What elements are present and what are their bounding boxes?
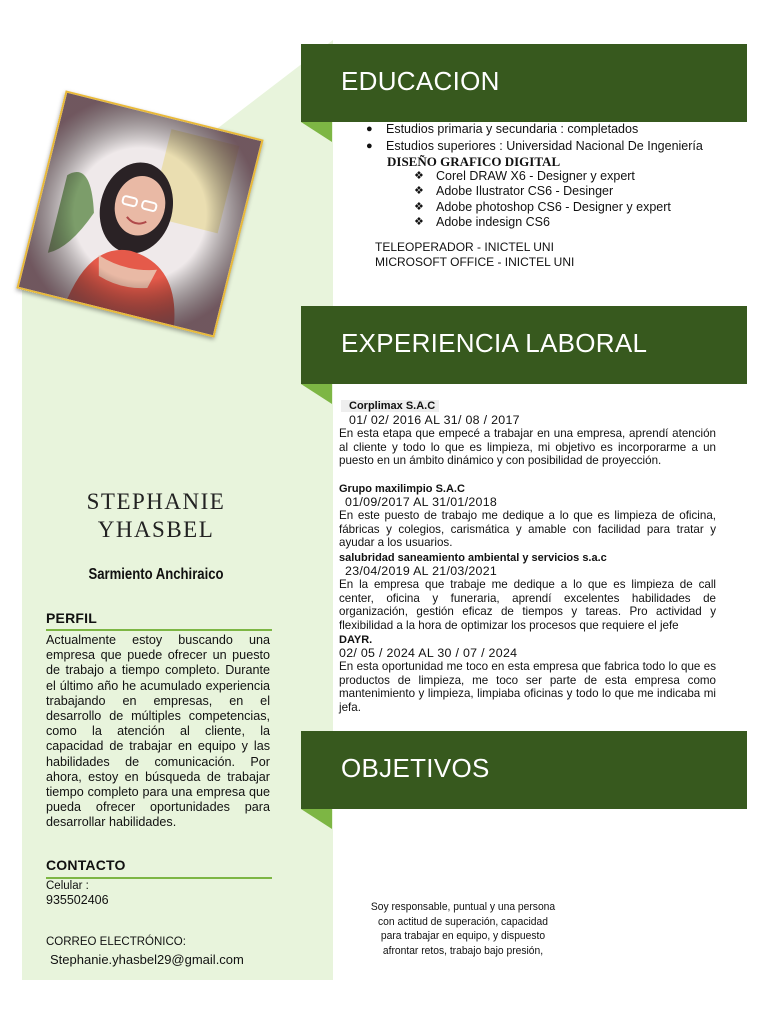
edu-specialty: DISEÑO GRAFICO DIGITAL [387,154,561,169]
contacto-title: CONTACTO [46,857,126,873]
candidate-name [40,488,272,544]
job-3-dates: 23/04/2019 AL 21/03/2021 [345,564,498,578]
contacto-divider [46,877,272,879]
job-2-company: Grupo maxilimpio S.A.C [339,483,465,495]
first-name-line1: STEPHANIE [86,489,226,514]
perfil-text: Actualmente estoy buscando una empresa que puede ofrecer un puesto de trabajo a tiempo completo. Durante el último año he acumulado experiencia trabajando en empresas, en el desarrollo de múltiples competencias, como la atención al cliente, la capacidad de trabajar en equipo y las habilidades de comunicación. Por ahora, estoy en búsqueda de trabajar tiempo completo para una empresa que pueda ofrecer oportunidades para desarrollar habilidades. [46,633,270,830]
surnames: Sarmiento Anchiraico [88,566,224,583]
experiencia-banner-tab [301,384,332,404]
objetivos-text: Soy responsable, puntual y una persona con actitud de superación, capacidad para trabajar en equipo, y dispuesto afrontar retos, trabajo bajo presión, [370,901,556,957]
job-3-description: En la empresa que trabaje me dedique a lo que es limpieza de call center, oficina y funeraria, aprendí excelentes habilidades de organización, gestión eficaz de tiempos y tareas. Pro actividad y flexibilidad a la hora de optimizar los procesos que requiere el jefe [339,578,716,632]
edu-item-2: Estudios superiores : Universidad Nacional De Ingeniería [386,139,703,153]
edu-extra-1: TELEOPERADOR - INICTEL UNI [375,240,554,254]
objetivos-title: OBJETIVOS [341,753,490,783]
celular-value: 935502406 [46,893,109,907]
job-4-dates: 02/ 05 / 2024 AL 30 / 07 / 2024 [339,646,518,660]
job-3-company: salubridad saneamiento ambiental y servicios s.a.c [339,552,607,564]
experiencia-title: EXPERIENCIA LABORAL [341,328,648,358]
four-diamond-icon: ❖ [414,201,424,213]
job-2-dates: 01/09/2017 AL 31/01/2018 [345,495,498,509]
first-name-line2: YHASBEL [97,517,215,542]
software-item-1: Corel DRAW X6 - Designer y expert [436,169,635,183]
correo-value: Stephanie.yhasbel29@gmail.com [50,952,244,967]
four-diamond-icon: ❖ [414,170,424,182]
job-1-dates: 01/ 02/ 2016 AL 31/ 08 / 2017 [349,413,520,427]
job-4-description: En esta oportunidad me toco en esta empresa que fabrica todo lo que es productos de limpieza, me toco ser parte de esta empresa como mantenimiento y limpieza, limpiaba oficinas y todo lo que me indicaba mi jefa. [339,660,716,714]
bullet-dot-icon: ● [366,123,373,135]
educacion-banner [301,44,747,122]
software-item-4: Adobe indesign CS6 [436,215,550,229]
objetivos-banner [301,731,747,809]
edu-item-1: Estudios primaria y secundaria : completados [386,122,639,136]
experiencia-banner [301,306,747,384]
perfil-title: PERFIL [46,610,97,626]
job-1-description: En esta etapa que empecé a trabajar en una empresa, aprendí atención al cliente y todo lo que es limpieza, mi objetivo es incorporarme a un puesto en un ámbito dinámico y con posibilidad de proyección. [339,427,716,468]
perfil-divider [46,629,272,631]
job-2-description: En este puesto de trabajo me dedique a lo que es limpieza de oficina, fábricas y colegios, carismática y amable con facilidad para tratar y ayudar a los usuarios. [339,509,716,550]
bullet-dot-icon: ● [366,140,373,152]
educacion-title: EDUCACION [341,66,500,96]
four-diamond-icon: ❖ [414,216,424,228]
job-1-company: Corplimax S.A.C [341,400,439,412]
software-item-3: Adobe photoshop CS6 - Designer y expert [436,200,671,214]
objetivos-banner-tab [301,809,332,829]
edu-extra-2: MICROSOFT OFFICE - INICTEL UNI [375,255,575,269]
correo-label: CORREO ELECTRÓNICO: [46,936,186,948]
software-item-2: Adobe Ilustrator CS6 - Desinger [436,184,614,198]
four-diamond-icon: ❖ [414,185,424,197]
educacion-banner-tab [301,122,332,142]
job-4-company: DAYR. [339,634,373,646]
celular-label: Celular : [46,880,89,892]
